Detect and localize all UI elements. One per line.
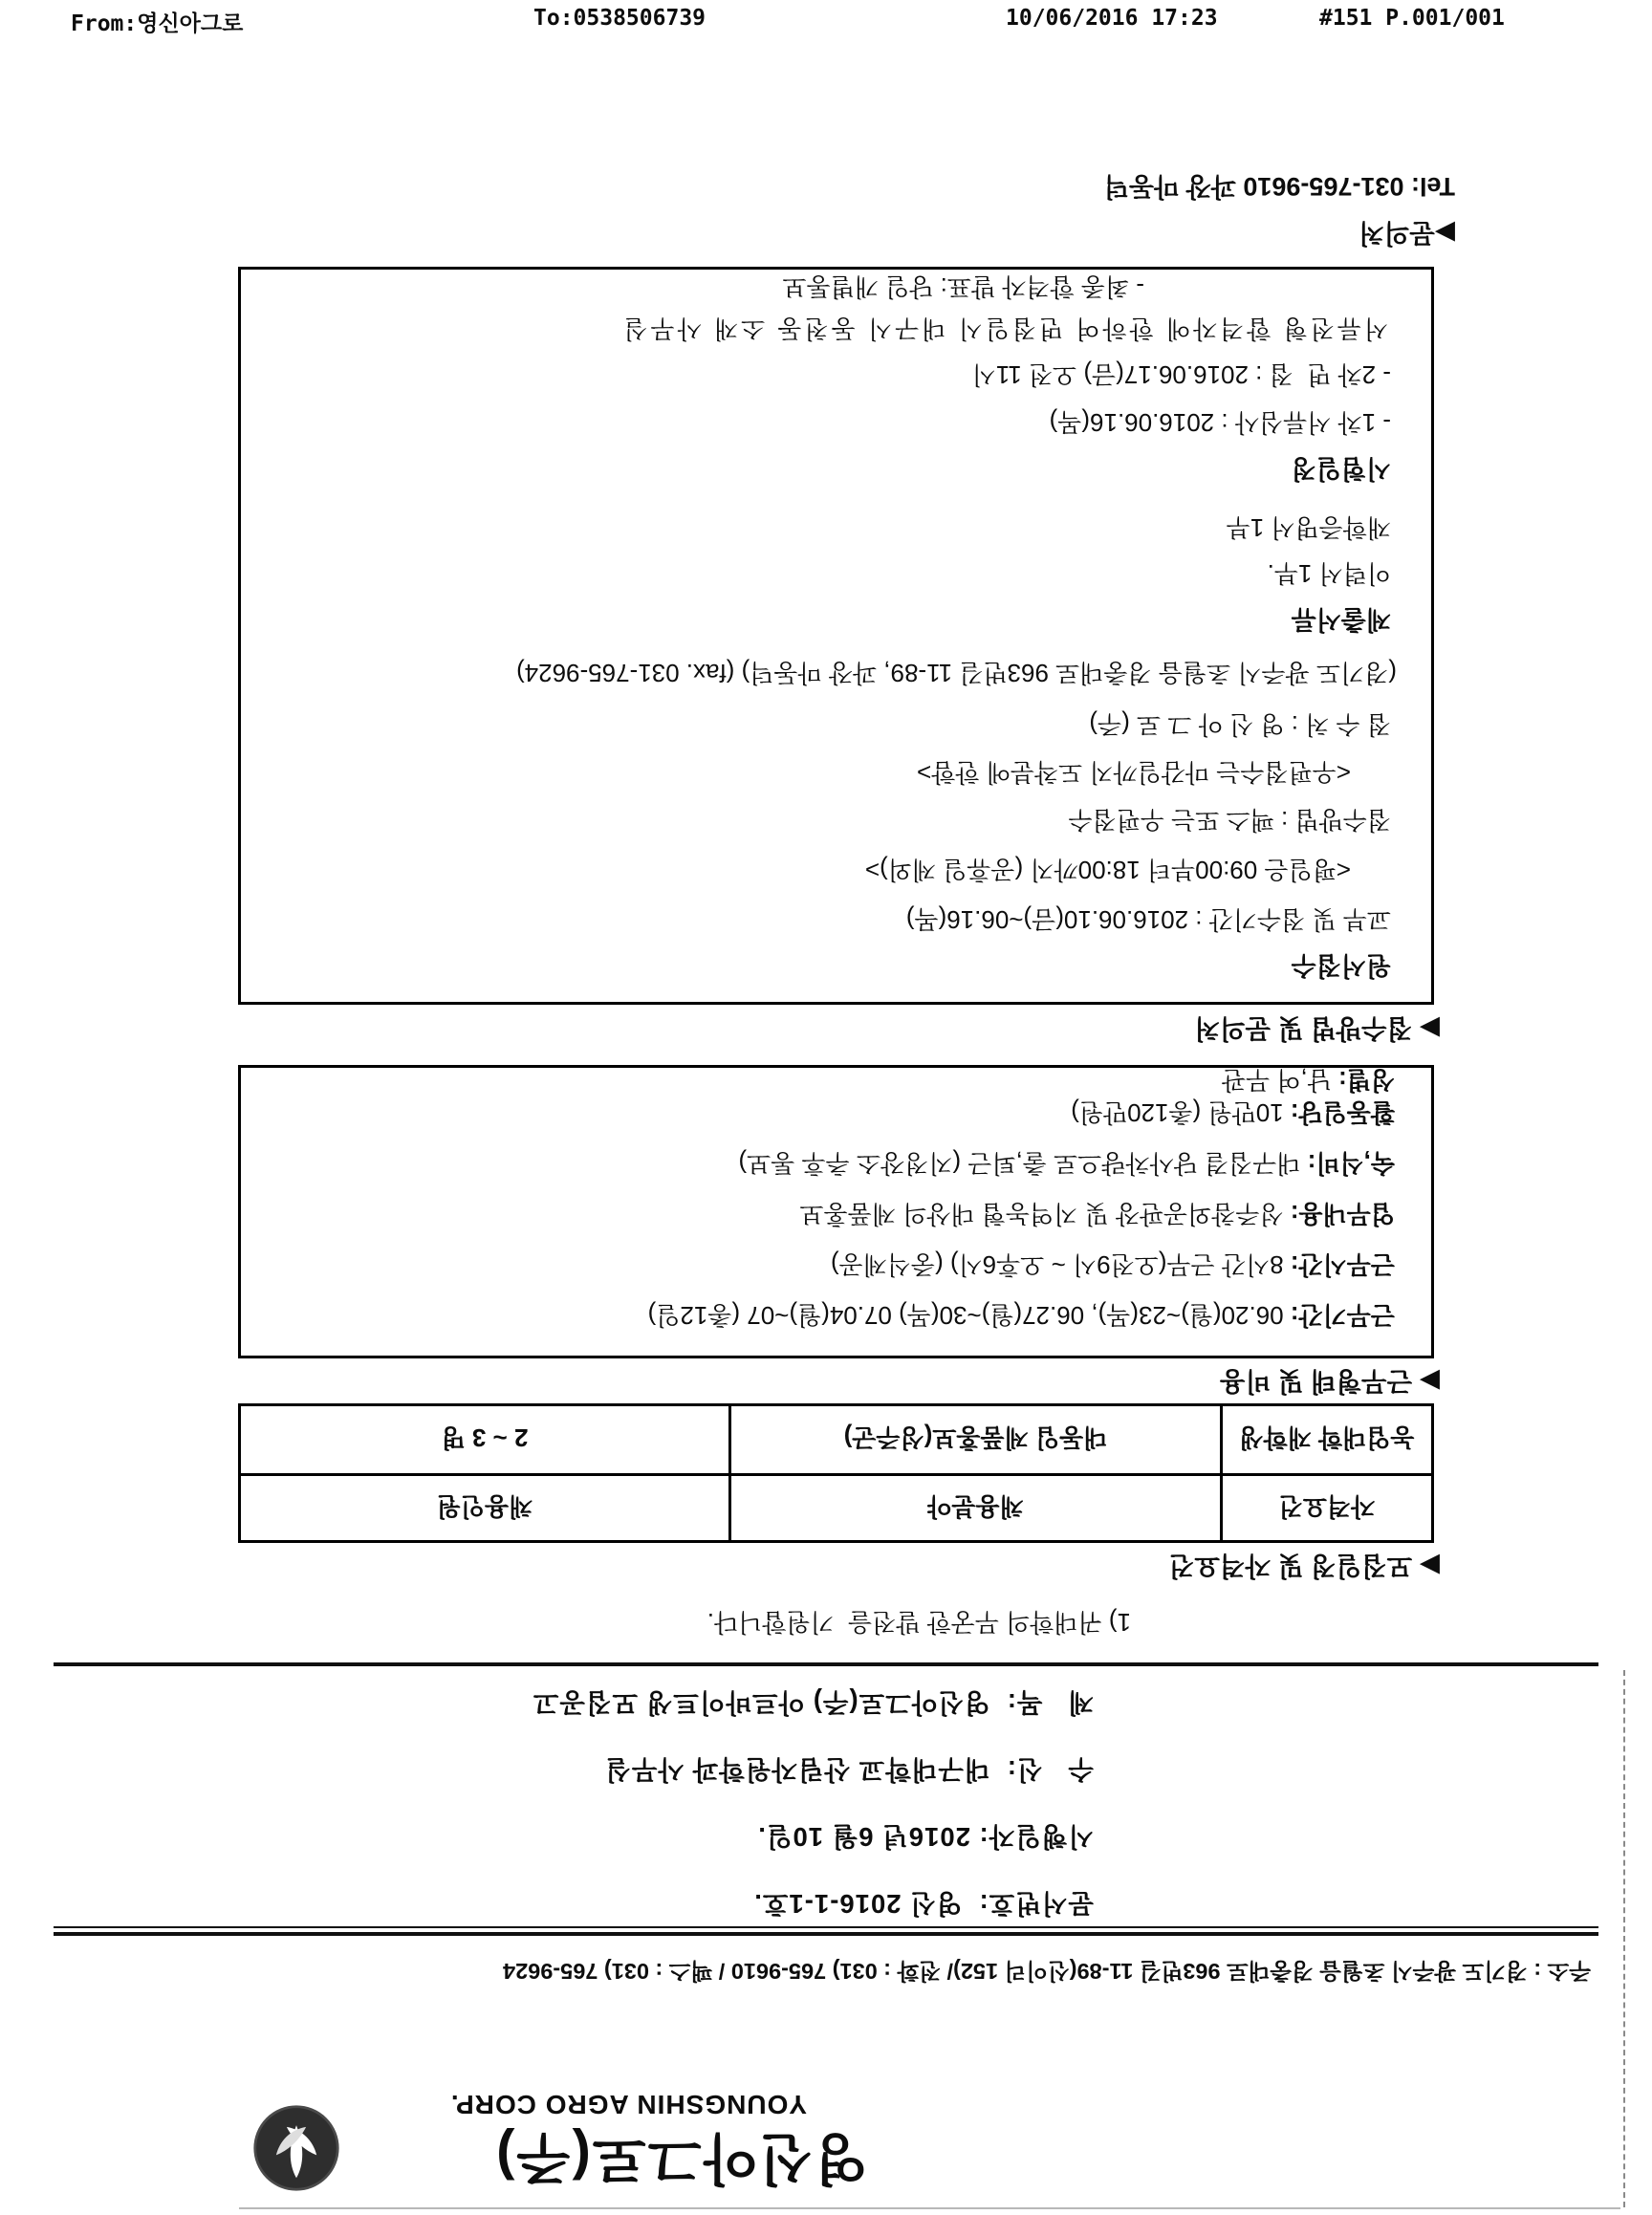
table-cell-field: 대동입 제품홍보(성주군)	[728, 1406, 1220, 1473]
section-title-recruit: ▶ 모집일정 및 자격요건	[1168, 1552, 1440, 1581]
subject: 제 목: 영신아그로(주) 아르바이트생 모집공고	[532, 1688, 1094, 1718]
apply-heading: 원서접수	[1291, 951, 1391, 980]
section-title-apply: ▶ 접수방법 및 문의처	[1194, 1014, 1440, 1044]
doc-enrollment-line: 재학증명서 1부	[1226, 513, 1391, 542]
company-logo-icon	[278, 2121, 366, 2209]
apply-office-detail: (경기도 광주시 초월읍 경충대로 963번길 11-89, 과장 마동덕) (fax. 031-765-9624)	[516, 659, 1397, 687]
apply-method-note: <우편접수는 마감일까지 도착분에 한함>	[917, 758, 1351, 787]
docs-heading: 제출서류	[1291, 605, 1391, 634]
recipient: 수 신: 대구대학교 산림자원학과 사무실	[604, 1755, 1094, 1785]
table-header-headcount: 채용인원	[241, 1473, 728, 1540]
fax-from: From:영신아그로	[71, 11, 244, 36]
fax-page-counter: #151 P.001/001	[1319, 6, 1505, 31]
greeting-line: 1) 귀대학의 무궁한 발전을 기원합니다.	[706, 1608, 1131, 1637]
issue-date: 시행일자: 2016년 6월 10일.	[757, 1822, 1094, 1852]
doc-resume-line: 이력서 1부.	[1267, 559, 1391, 588]
table-header-qualification: 자격요건	[1220, 1473, 1431, 1540]
apply-period-line: 교부 및 접수기간 : 2016.06.10(금)~06.16(목)	[905, 905, 1391, 934]
doc-number: 문서번호: 영신 2016-1-1호.	[753, 1889, 1094, 1919]
rule-under-meta	[54, 1662, 1598, 1666]
double-rule-top	[54, 1926, 1598, 1936]
apply-method-line: 접수방법 : 팩스 또는 우편접수	[1068, 806, 1391, 835]
work-lodging-line: 숙,식비: 대구집결 당사차량으로 출,퇴근 (지정장소 추후 통보)	[738, 1149, 1395, 1178]
apply-office-line: 접 수 처 : 영 신 아 그 로 (주)	[1089, 710, 1391, 739]
section-title-work: ▶ 근무형태 및 비용	[1219, 1367, 1440, 1397]
fax-transmission-header	[0, 6, 1652, 44]
apply-period-note: <평일은 09:00부터 18:00까지 (공휴일 제외)>	[864, 856, 1351, 884]
exam-second-round-line: - 2차 면 접 : 2016.06.17(금) 오전 11시	[971, 360, 1391, 389]
table-header-field: 채용분야	[728, 1473, 1220, 1540]
recruit-table	[238, 1403, 1434, 1543]
contact-tel-line: Tel: 031-765-9610 과장 마동덕	[1103, 172, 1455, 201]
scan-artifact-paper-edge	[239, 2207, 1620, 2209]
fax-datetime: 10/06/2016 17:23	[1006, 6, 1218, 31]
work-duty-line: 업무내용: 성주참외공판장 및 지역농협 대상의 제품홍보	[799, 1200, 1395, 1228]
company-address-line: 주소 : 경기도 광주시 초월읍 경충대로 963번길 11-89(신이리 152)/ 전화 : 031) 765-9610 / 팩스 : 031) 765-9624	[503, 1959, 1591, 1984]
work-terms-box	[238, 1065, 1434, 1358]
work-gender-line: 성별: 남,여 무관	[1221, 1066, 1395, 1095]
company-name-english: YOUNGSHIN AGRO CORP.	[449, 2090, 807, 2119]
exam-first-round-line: - 1차 서류심사 : 2016.06.16(목)	[1049, 408, 1391, 437]
table-cell-qualification: 농업대학 재학생	[1220, 1406, 1431, 1473]
exam-heading: 시험일정	[1291, 454, 1391, 483]
work-pay-line: 활동일당: 10만원 (총120만원)	[1071, 1098, 1395, 1127]
exam-final-line: - 최종 합격자 발표: 당일 개별통보	[782, 272, 1144, 301]
scan-artifact-dotted-line	[1623, 1670, 1625, 2207]
section-title-contact: ▶문의처	[1359, 219, 1455, 249]
exam-note-line: 서류전형 합격자에 한하여 면접일시 대구시 동천동 소재 사무실	[620, 315, 1388, 343]
application-box	[238, 267, 1434, 1005]
work-hours-line: 근무시간: 8시간 근무(오전9시 ~ 오후6시) (중식제공)	[830, 1250, 1395, 1279]
fax-to: To:0538506739	[533, 6, 706, 31]
work-period-line: 근무기간: 06.20(월)~23(목), 06.27(월)~30(목) 07.04(월)~07 (총12일)	[647, 1301, 1395, 1330]
company-name-korean: 영신아그로(주)	[494, 2127, 868, 2189]
table-cell-headcount: 2 ~ 3 명	[441, 1423, 529, 1453]
